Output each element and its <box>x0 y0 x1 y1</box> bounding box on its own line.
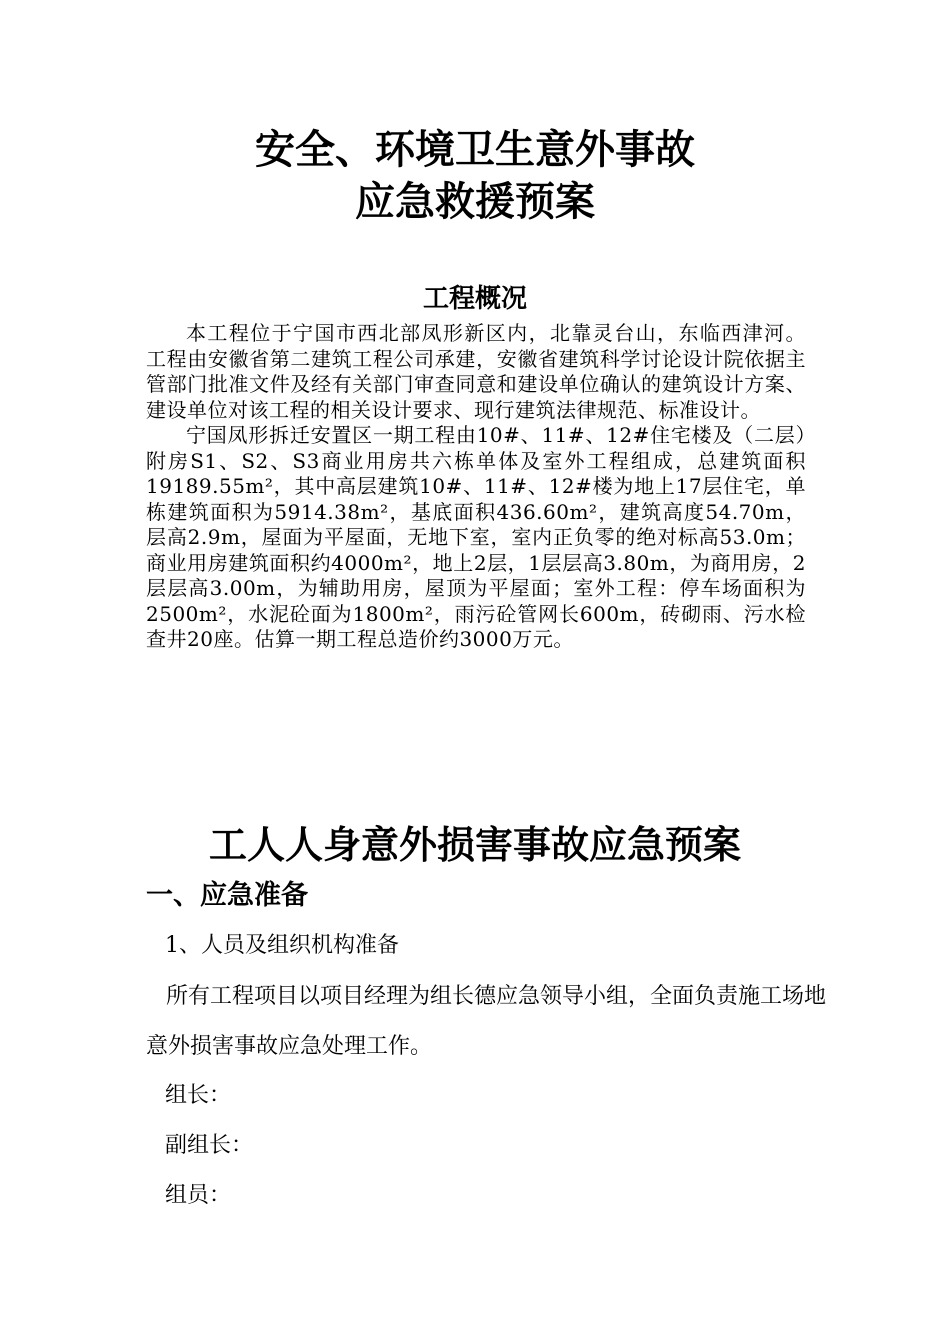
subsection-heading-personnel: 1、人员及组织机构准备 <box>165 933 399 958</box>
role-deputy-label: 副组长： <box>165 1133 254 1158</box>
role-members-label: 组员： <box>165 1183 232 1208</box>
organization-paragraph-text: 所有工程项目以项目经理为组长德应急领导小组，全面负责施工场地意外损害事故应急处理工作。 <box>146 984 827 1059</box>
organization-paragraph <box>146 972 826 1072</box>
overview-body <box>146 321 806 653</box>
section-heading-emergency-preparation: 一、应急准备 <box>146 880 308 911</box>
document-title-line1: 安全、环境卫生意外事故 <box>255 126 695 173</box>
injury-plan-heading: 工人人身意外损害事故应急预案 <box>208 822 741 867</box>
overview-paragraph-1: 本工程位于宁国市西北部凤形新区内，北靠灵台山，东临西津河。 工程由安徽省第二建筑工程公司承建，安徽省建筑科学讨论设计院依据主管部门批准文件及经有关部门审查同意和建设单位确认的建筑设计方案、建设单位对该工程的相关设计要求、现行建筑法律规范、标准设计。 <box>146 321 806 422</box>
overview-paragraph-2: 宁国凤形拆迁安置区一期工程由10#、11#、12#住宅楼及（二层）附房S1、S2、S3商业用房共六栋单体及室外工程组成，总建筑面积19189.55m²，其中高层建筑10#、11#、12#楼为地上17层住宅，单栋建筑面积为5914.38m²，基底面积436.60m²，建筑高度54.70m，层高2.9m，屋面为平屋面，无地下室，室内正负零的绝对标高53.0m；商业用房建筑面积约4000m²，地上2层，1层层高3.80m，为商用房，2层层高3.00m，为辅助用房，屋顶为平屋面；室外工程：停车场面积为2500m²，水泥砼面为1800m²，雨污砼管网长600m，砖砌雨、污水检查井20座。估算一期工程总造价约3000万元。 <box>146 423 806 651</box>
role-leader-label: 组长： <box>165 1083 232 1108</box>
overview-heading: 工程概况 <box>422 284 527 314</box>
document-title-line2: 应急救援预案 <box>355 178 595 225</box>
